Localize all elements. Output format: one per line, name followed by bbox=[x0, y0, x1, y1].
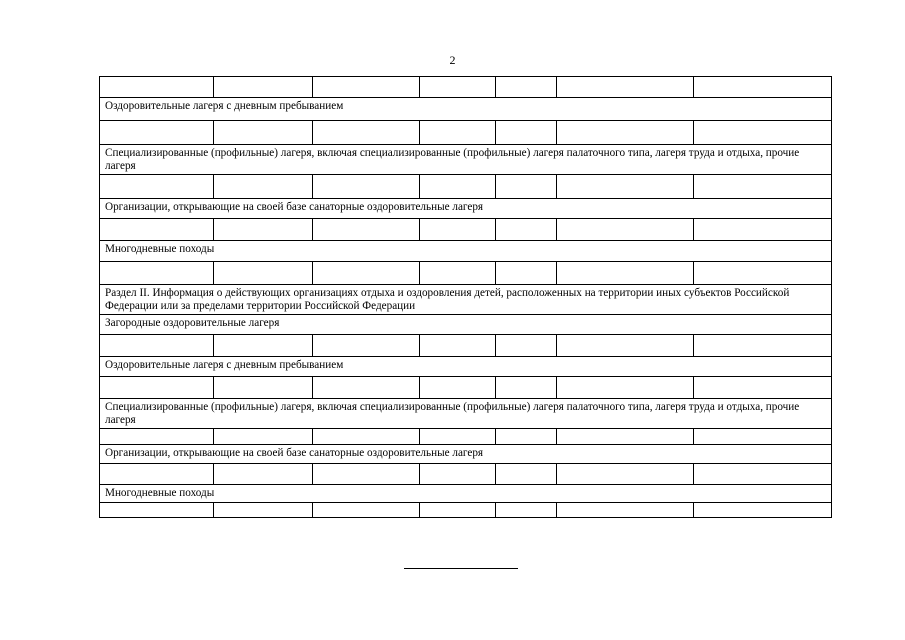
table-cell bbox=[557, 175, 694, 199]
table-cell bbox=[694, 175, 832, 199]
table-section-row bbox=[100, 445, 832, 464]
table-cell bbox=[214, 77, 313, 98]
table-cell bbox=[694, 464, 832, 485]
table-cell bbox=[214, 429, 313, 445]
table-cell bbox=[557, 503, 694, 518]
table-cell bbox=[100, 219, 214, 241]
table-section-row bbox=[100, 98, 832, 121]
table-cell bbox=[214, 503, 313, 518]
table-section-row bbox=[100, 199, 832, 219]
table-cell bbox=[557, 121, 694, 145]
table-data-row bbox=[100, 335, 832, 357]
table-cell bbox=[313, 77, 420, 98]
table-cell bbox=[496, 503, 557, 518]
table-cell bbox=[100, 464, 214, 485]
table-cell bbox=[557, 77, 694, 98]
table-cell bbox=[694, 121, 832, 145]
table-cell bbox=[694, 429, 832, 445]
table-data-row bbox=[100, 121, 832, 145]
section-heading: Специализированные (профильные) лагеря, включая специализированные (профильные) лагеря палаточного типа, лагеря труда и отдыха, прочие лагеря bbox=[100, 145, 832, 175]
table-cell bbox=[420, 77, 496, 98]
table-cell bbox=[214, 464, 313, 485]
table-cell bbox=[557, 464, 694, 485]
footer-divider bbox=[404, 568, 518, 569]
table-cell bbox=[313, 503, 420, 518]
section-heading: Оздоровительные лагеря с дневным пребыванием bbox=[100, 357, 832, 377]
table-cell bbox=[214, 377, 313, 399]
table-section-row bbox=[100, 485, 832, 503]
table-cell bbox=[100, 175, 214, 199]
table-cell bbox=[214, 262, 313, 285]
table-cell bbox=[100, 429, 214, 445]
table-cell bbox=[420, 464, 496, 485]
table-cell bbox=[313, 377, 420, 399]
table-cell bbox=[214, 121, 313, 145]
table-cell bbox=[496, 77, 557, 98]
table-cell bbox=[557, 335, 694, 357]
page-number: 2 bbox=[449, 53, 456, 67]
table-cell bbox=[694, 219, 832, 241]
section-heading: Многодневные походы bbox=[100, 241, 832, 262]
table-section-row bbox=[100, 399, 832, 429]
table-data-row bbox=[100, 503, 832, 518]
table-cell bbox=[694, 335, 832, 357]
table-cell bbox=[313, 464, 420, 485]
section-heading: Организации, открывающие на своей базе санаторные оздоровительные лагеря bbox=[100, 445, 832, 464]
table-cell bbox=[694, 377, 832, 399]
table-cell bbox=[313, 175, 420, 199]
table-data-row bbox=[100, 77, 832, 98]
table-cell bbox=[694, 77, 832, 98]
table-cell bbox=[557, 262, 694, 285]
table-cell bbox=[313, 335, 420, 357]
table-data-row bbox=[100, 175, 832, 199]
table-cell bbox=[420, 377, 496, 399]
table-cell bbox=[420, 219, 496, 241]
table-cell bbox=[496, 429, 557, 445]
section-heading: Организации, открывающие на своей базе санаторные оздоровительные лагеря bbox=[100, 199, 832, 219]
camps-form-table bbox=[99, 76, 832, 518]
table-cell bbox=[420, 121, 496, 145]
section-heading: Специализированные (профильные) лагеря, включая специализированные (профильные) лагеря палаточного типа, лагеря труда и отдыха, прочие лагеря bbox=[100, 399, 832, 429]
table-section-row bbox=[100, 145, 832, 175]
section-heading: Загородные оздоровительные лагеря bbox=[100, 315, 832, 335]
table-cell bbox=[694, 262, 832, 285]
table-cell bbox=[496, 219, 557, 241]
table-cell bbox=[694, 503, 832, 518]
table-cell bbox=[557, 219, 694, 241]
table-cell bbox=[557, 377, 694, 399]
table-cell bbox=[496, 335, 557, 357]
table-cell bbox=[420, 503, 496, 518]
table-section-row bbox=[100, 285, 832, 315]
table-cell bbox=[496, 175, 557, 199]
table-data-row bbox=[100, 464, 832, 485]
table-cell bbox=[313, 219, 420, 241]
table-cell bbox=[100, 262, 214, 285]
table-cell bbox=[214, 175, 313, 199]
table-cell bbox=[496, 262, 557, 285]
table-data-row bbox=[100, 429, 832, 445]
table-cell bbox=[420, 262, 496, 285]
table-cell bbox=[100, 377, 214, 399]
table-cell bbox=[496, 464, 557, 485]
section-heading: Многодневные походы bbox=[100, 485, 832, 503]
table-cell bbox=[313, 429, 420, 445]
table-cell bbox=[214, 335, 313, 357]
table-cell bbox=[420, 335, 496, 357]
table-cell bbox=[496, 377, 557, 399]
table-cell bbox=[100, 121, 214, 145]
table-section-row bbox=[100, 357, 832, 377]
table-cell bbox=[496, 121, 557, 145]
table-data-row bbox=[100, 219, 832, 241]
table-cell bbox=[100, 503, 214, 518]
section-heading: Оздоровительные лагеря с дневным пребыванием bbox=[100, 98, 832, 121]
table-data-row bbox=[100, 377, 832, 399]
section-heading: Раздел II. Информация о действующих организациях отдыха и оздоровления детей, расположенных на территории иных субъектов Российской Федерации или за пределами территории Российской Федерации bbox=[100, 285, 832, 315]
table-cell bbox=[420, 429, 496, 445]
table-cell bbox=[313, 262, 420, 285]
table-cell bbox=[313, 121, 420, 145]
table-cell bbox=[100, 77, 214, 98]
table-section-row bbox=[100, 241, 832, 262]
table-cell bbox=[214, 219, 313, 241]
table-section-row bbox=[100, 315, 832, 335]
table-cell bbox=[420, 175, 496, 199]
table-cell bbox=[100, 335, 214, 357]
table-cell bbox=[557, 429, 694, 445]
table-data-row bbox=[100, 262, 832, 285]
